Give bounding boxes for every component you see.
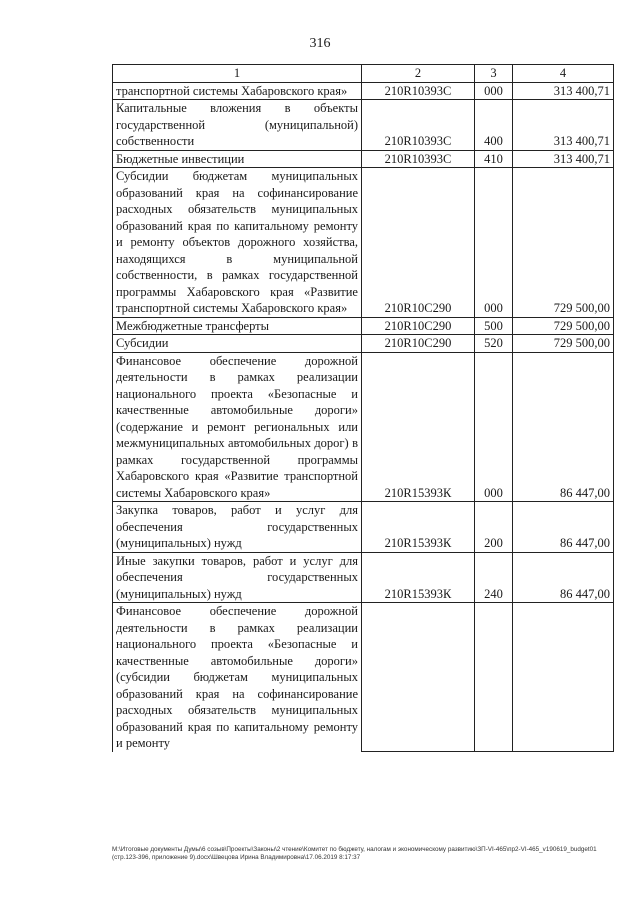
row-type: 520	[475, 335, 513, 353]
table-row	[113, 150, 614, 168]
row-sum: 313 400,71	[513, 100, 614, 151]
row-type: 200	[475, 502, 513, 553]
table-row	[113, 317, 614, 335]
row-type: 000	[475, 352, 513, 502]
row-type: 400	[475, 100, 513, 151]
row-code: 210R10393С	[362, 82, 475, 100]
page-number: 316	[309, 36, 331, 51]
row-sum: 313 400,71	[513, 150, 614, 168]
row-code	[362, 603, 475, 752]
header-col-2: 2	[362, 65, 475, 83]
row-code: 210R15393К	[362, 502, 475, 553]
row-name: Закупка товаров, работ и услуг для обеспечения государственных (муниципальных) нужд	[113, 502, 362, 553]
row-name: Субсидии бюджетам муниципальных образований края на софинансирование расходных обязательств муниципальных образований края по капитальному ремонту и ремонту объектов дорожного хозяйства, находящихся в муниципальной собственности, в рамках государственной программы Хабаровского края «Развитие транспортной системы Хабаровского края»	[113, 168, 362, 318]
row-name: Финансовое обеспечение дорожной деятельности в рамках реализации национального проекта «Безопасные и качественные автомобильные дороги» (субсидии бюджетам муниципальных образований края на софинансирование расходных обязательств муниципальных образований края по капитальному ремонту и ремонту	[113, 603, 362, 752]
row-sum: 729 500,00	[513, 317, 614, 335]
row-type: 410	[475, 150, 513, 168]
row-type: 000	[475, 82, 513, 100]
table-row	[113, 552, 614, 603]
table-row	[113, 352, 614, 502]
header-col-1: 1	[113, 65, 362, 83]
row-sum	[513, 603, 614, 752]
table-header-row	[113, 65, 614, 83]
table-row	[113, 100, 614, 151]
table-row	[113, 82, 614, 100]
budget-table	[112, 64, 614, 752]
row-type: 000	[475, 168, 513, 318]
row-name: Капитальные вложения в объекты государственной (муниципальной) собственности	[113, 100, 362, 151]
row-code: 210R10С290	[362, 168, 475, 318]
table-row	[113, 335, 614, 353]
row-code: 210R10393С	[362, 100, 475, 151]
row-name: Межбюджетные трансферты	[113, 317, 362, 335]
row-name: Субсидии	[113, 335, 362, 353]
document-path-footer: M:\Итоговые документы Думы\6 созыв\Проекты\Законы\2 чтение\Комитет по бюджету, налогам и экономическому развитию\ЗП-VI-465\пр2-VI-465_v190619_budget01 (стр.123-396, приложение 9).docx\Швецова Ирина Владимировна\17.06.2019 8:17:37	[112, 846, 597, 861]
row-type: 500	[475, 317, 513, 335]
row-name: Иные закупки товаров, работ и услуг для обеспечения государственных (муниципальных) нужд	[113, 552, 362, 603]
row-name: транспортной системы Хабаровского края»	[113, 82, 362, 100]
table-row	[113, 168, 614, 318]
row-type	[475, 603, 513, 752]
row-code: 210R15393К	[362, 352, 475, 502]
row-sum: 729 500,00	[513, 168, 614, 318]
row-code: 210R10393С	[362, 150, 475, 168]
header-col-4: 4	[513, 65, 614, 83]
row-code: 210R10С290	[362, 317, 475, 335]
row-name: Бюджетные инвестиции	[113, 150, 362, 168]
table-row	[113, 603, 614, 752]
row-sum: 86 447,00	[513, 502, 614, 553]
row-code: 210R10С290	[362, 335, 475, 353]
table-row	[113, 502, 614, 553]
row-name: Финансовое обеспечение дорожной деятельности в рамках реализации национального проекта «Безопасные и качественные автомобильные дороги» (содержание и ремонт региональных или межмуниципальных автомобильных дорог) в рамках государственной программы Хабаровского края «Развитие транспортной системы Хабаровского края»	[113, 352, 362, 502]
row-sum: 86 447,00	[513, 352, 614, 502]
row-code: 210R15393К	[362, 552, 475, 603]
row-sum: 313 400,71	[513, 82, 614, 100]
row-sum: 86 447,00	[513, 552, 614, 603]
header-col-3: 3	[475, 65, 513, 83]
row-type: 240	[475, 552, 513, 603]
row-sum: 729 500,00	[513, 335, 614, 353]
